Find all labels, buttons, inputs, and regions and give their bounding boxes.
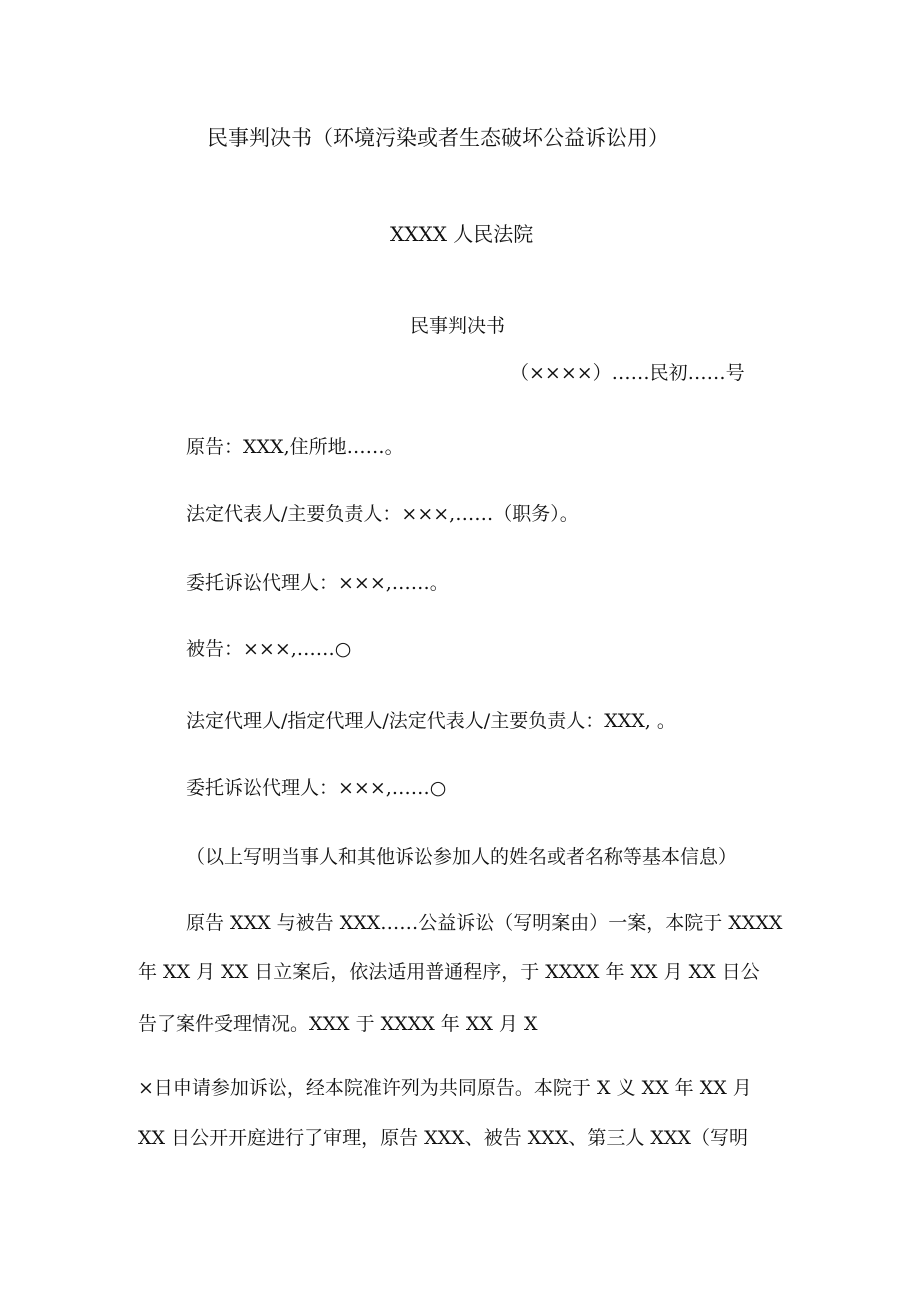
body-line: ×日申请参加诉讼，经本院准许列为共同原告。本院于 X 义 XX 年 XX 月 — [138, 1077, 752, 1099]
case-number: （××××）……民初……号 — [510, 362, 745, 384]
court-name: XXXX 人民法院 — [390, 222, 534, 246]
party-plaintiff: 原告：XXX,住所地……。 — [186, 436, 404, 458]
body-line: XX 日公开开庭进行了审理，原告 XXX、被告 XXX、第三人 XXX（写明 — [138, 1127, 748, 1149]
party-defendant: 被告：×××,……○ — [186, 638, 352, 660]
party-plaintiff-agent: 委托诉讼代理人：×××,……。 — [186, 572, 449, 594]
parties-note: （以上写明当事人和其他诉讼参加人的姓名或者名称等基本信息） — [186, 846, 738, 868]
body-line: 告了案件受理情况。XXX 于 XXXX 年 XX 月 X — [138, 1013, 538, 1035]
body-line: 年 XX 月 XX 日立案后，依法适用普通程序，于 XXXX 年 XX 月 XX 日公 — [138, 961, 760, 983]
party-defendant-representative: 法定代理人/指定代理人/法定代表人/主要负责人：XXX, 。 — [186, 710, 676, 732]
body-line: 原告 XXX 与被告 XXX……公益诉讼（写明案由）一案，本院于 XXXX — [186, 912, 783, 934]
party-defendant-agent: 委托诉讼代理人：×××,……○ — [186, 777, 447, 799]
party-plaintiff-representative: 法定代表人/主要负责人：×××,……（职务）。 — [186, 503, 579, 525]
document-type: 民事判决书 — [410, 315, 506, 337]
document-title: 民事判决书（环境污染或者生态破坏公益诉讼用） — [207, 126, 669, 150]
